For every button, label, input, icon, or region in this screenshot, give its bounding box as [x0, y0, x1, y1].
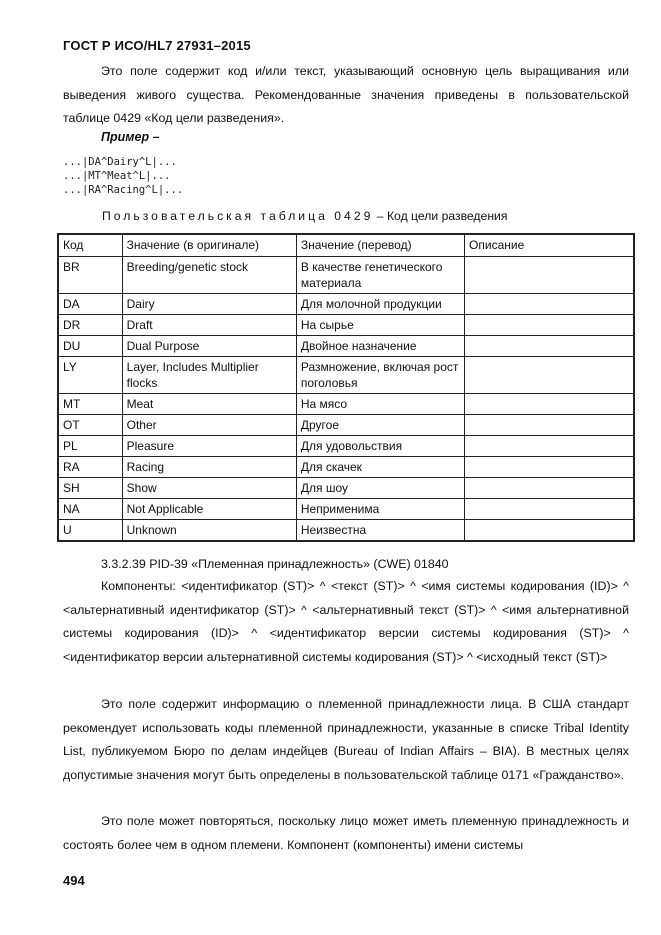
cell-original: Pleasure — [122, 436, 296, 457]
table-row — [58, 520, 634, 542]
cell-code: DU — [58, 336, 122, 357]
cell-translation: Для шоу — [296, 478, 464, 499]
table-caption-name: Код цели разведения — [386, 209, 508, 223]
example-code-line: ...|MT^Meat^L|... — [63, 170, 171, 182]
table-row — [58, 478, 634, 499]
table-row — [58, 294, 634, 315]
cell-description — [465, 436, 634, 457]
table-row — [58, 436, 634, 457]
cell-code: U — [58, 520, 122, 542]
cell-original: Meat — [122, 394, 296, 415]
tribal-info-paragraph: Это поле содержит информацию о племенной принадлежности лица. В США стандарт рекомендует использовать коды племенной принадлежности, указанные в списке Tribal Identity List, публикуемом Бюро по делам индейцев (Bureau of Indian Affairs – BIA). В местных целях допустимые значения могут быть определены в пользовательской таблице 0171 «Гражданство». — [63, 697, 629, 782]
cell-translation: На сырье — [296, 315, 464, 336]
cell-original: Draft — [122, 315, 296, 336]
cell-code: PL — [58, 436, 122, 457]
cell-original: Dual Purpose — [122, 336, 296, 357]
header-cell-code: Код — [58, 234, 122, 257]
table-header-row — [58, 234, 634, 257]
cell-original: Breeding/genetic stock — [122, 257, 296, 294]
table-caption-dash: – — [376, 209, 384, 223]
table-row — [58, 257, 634, 294]
components-paragraph: Компоненты: <идентификатор (ST)> ^ <текст (ST)> ^ <имя системы кодирования (ID)> ^ <альтернативный идентификатор (ST)> ^ <альтернативный текст (ST)> ^ <имя альтернативной системы кодирования (ID)> ^ <идентификатор версии системы кодирования (ST)> ^ <идентификатор версии альтернативной системы кодирования (ST)> ^ <исходный текст (ST)> — [63, 579, 629, 664]
header-cell-translation: Значение (перевод) — [296, 234, 464, 257]
cell-description — [465, 478, 634, 499]
cell-description — [465, 520, 634, 542]
cell-description — [465, 415, 634, 436]
cell-description — [465, 336, 634, 357]
repeat-paragraph: Это поле может повторяться, поскольку лицо может иметь племенную принадлежность и состоять более чем в одном племени. Компонент (компоненты) имени системы — [63, 814, 629, 852]
cell-description — [465, 294, 634, 315]
cell-code: MT — [58, 394, 122, 415]
cell-translation: На мясо — [296, 394, 464, 415]
example-code-line: ...|RA^Racing^L|... — [63, 184, 184, 196]
cell-description — [465, 315, 634, 336]
table-row — [58, 499, 634, 520]
document-header: ГОСТ Р ИСО/HL7 27931–2015 — [63, 38, 251, 53]
cell-code: DA — [58, 294, 122, 315]
table-row — [58, 336, 634, 357]
cell-code: OT — [58, 415, 122, 436]
example-code-line: ...|DA^Dairy^L|... — [63, 156, 177, 168]
cell-translation: Размножение, включая рост поголовья — [296, 357, 464, 394]
intro-paragraph: Это поле содержит код и/или текст, указывающий основную цель выращивания или выведения живого существа. Рекомендованные значения приведены в пользовательской таблице 0429 «Код цели разведения». — [63, 64, 629, 125]
cell-translation: Неизвестна — [296, 520, 464, 542]
cell-translation: В качестве генетического материала — [296, 257, 464, 294]
table-caption — [102, 209, 507, 223]
cell-code: LY — [58, 357, 122, 394]
table-row — [58, 394, 634, 415]
cell-code: RA — [58, 457, 122, 478]
cell-translation: Для молочной продукции — [296, 294, 464, 315]
cell-original: Dairy — [122, 294, 296, 315]
example-title: Пример – — [101, 130, 160, 144]
table-row — [58, 415, 634, 436]
cell-original: Racing — [122, 457, 296, 478]
section-heading: 3.3.2.39 PID-39 «Племенная принадлежность» (CWE) 01840 — [101, 557, 449, 571]
table-row — [58, 357, 634, 394]
cell-code: DR — [58, 315, 122, 336]
page-number: 494 — [63, 873, 85, 888]
cell-description — [465, 357, 634, 394]
cell-description — [465, 499, 634, 520]
table-row — [58, 457, 634, 478]
cell-code: BR — [58, 257, 122, 294]
cell-translation: Другое — [296, 415, 464, 436]
cell-original: Show — [122, 478, 296, 499]
cell-translation: Двойное назначение — [296, 336, 464, 357]
cell-description — [465, 257, 634, 294]
cell-translation: Для удовольствия — [296, 436, 464, 457]
table-caption-prefix: Пользовательская таблица 0429 — [102, 209, 374, 223]
header-cell-original: Значение (в оригинале) — [122, 234, 296, 257]
user-table-0429 — [57, 233, 635, 542]
cell-code: SH — [58, 478, 122, 499]
header-cell-description: Описание — [465, 234, 634, 257]
cell-translation: Неприменима — [296, 499, 464, 520]
cell-description — [465, 394, 634, 415]
cell-original: Not Applicable — [122, 499, 296, 520]
table-row — [58, 315, 634, 336]
cell-translation: Для скачек — [296, 457, 464, 478]
cell-description — [465, 457, 634, 478]
cell-code: NA — [58, 499, 122, 520]
cell-original: Layer, Includes Multiplier flocks — [122, 357, 296, 394]
cell-original: Unknown — [122, 520, 296, 542]
cell-original: Other — [122, 415, 296, 436]
